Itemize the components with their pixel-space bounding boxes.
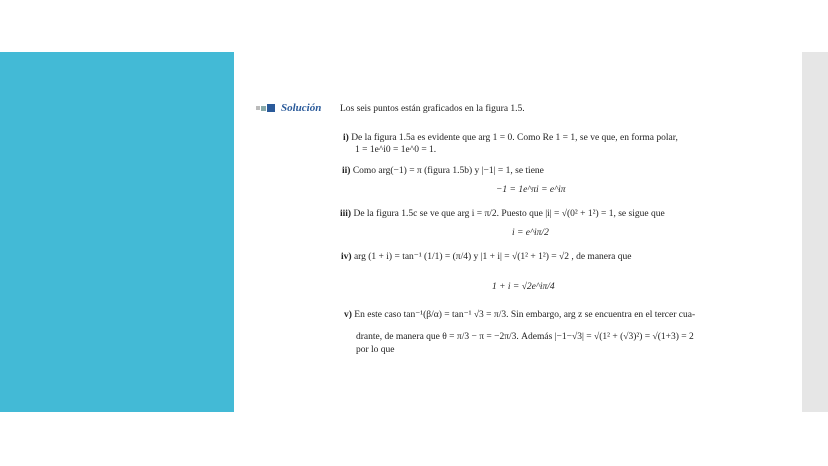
item-number: iii) — [340, 209, 352, 219]
item-text: En este caso tan⁻¹(β/α) = tan⁻¹ √3 = π/3. Sin embargo, arg z se encuentra en el tercer cua- — [354, 310, 696, 320]
item-v-line2: drante, de manera que θ = π/3 − π = −2π/3. Además |−1−√3| = √(1² + (√3)²) = √(1+3) = 2 — [356, 332, 694, 342]
side-scroll-area — [802, 52, 828, 412]
item-iv-equation: 1 + i = √2e^iπ/4 — [492, 282, 555, 292]
item-text: De la figura 1.5c se ve que arg i = π/2. Puesto que |i| = √(0² + 1²) = 1, se sigue que — [353, 209, 665, 219]
item-i-line2: 1 = 1e^i0 = 1e^0 = 1. — [355, 145, 437, 155]
item-ii-equation: −1 = 1e^πi = e^iπ — [496, 185, 566, 195]
item-number: ii) — [342, 166, 351, 176]
item-iii — [340, 209, 665, 220]
heading-text: Solución — [281, 102, 322, 114]
item-v — [344, 310, 695, 321]
item-i — [343, 133, 678, 144]
item-iv — [341, 252, 631, 263]
item-v-line3: por lo que — [356, 345, 395, 355]
item-number: iv) — [341, 252, 352, 262]
item-ii — [342, 166, 544, 177]
item-text: arg (1 + i) = tan⁻¹ (1/1) = (π/4) y |1 + i| = √(1² + 1²) = √2 , de manera que — [353, 252, 632, 262]
item-text: Como arg(−1) = π (figura 1.5b) y |−1| = 1, se tiene — [352, 166, 544, 176]
solution-heading — [256, 102, 321, 114]
decorative-cyan-panel — [0, 52, 234, 412]
square-icon — [267, 104, 275, 112]
intro-text: Los seis puntos están graficados en la figura 1.5. — [340, 104, 525, 114]
square-icon — [256, 106, 260, 110]
item-number: i) — [343, 133, 349, 143]
item-text: De la figura 1.5a es evidente que arg 1 = 0. Como Re 1 = 1, se ve que, en forma polar, — [351, 133, 678, 143]
item-iii-equation: i = e^iπ/2 — [512, 228, 549, 238]
square-icon — [261, 106, 266, 111]
item-number: v) — [344, 310, 352, 320]
